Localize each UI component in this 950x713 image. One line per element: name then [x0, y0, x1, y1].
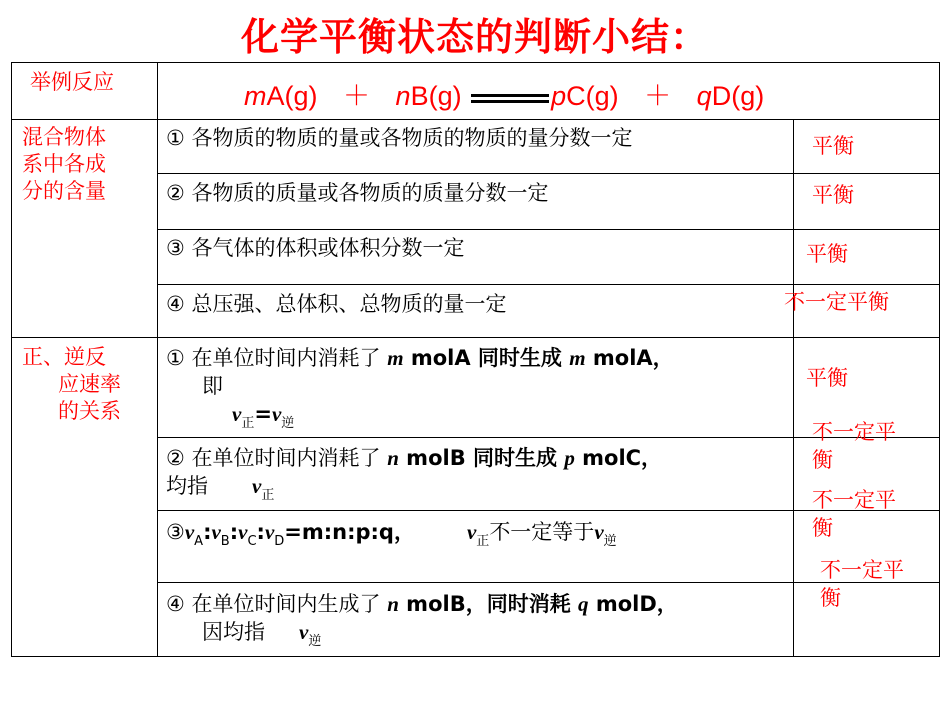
- equilibrium-sign: [471, 88, 549, 108]
- section2-row1-result: 平衡: [806, 366, 848, 390]
- section1-label: 混合物体 系中各成 分的含量: [22, 125, 106, 203]
- reaction-equation: mA(g) ＋ nB(g) pC(g) ＋ qD(g): [244, 81, 765, 111]
- page-title: 化学平衡状态的判断小结：: [240, 15, 709, 59]
- section2-row2-result: 不一定平 衡: [812, 420, 896, 472]
- section2-row4-text: ④ 在单位时间内生成了 n molB，同时消耗 q molD， 因均指 $v_逆$: [166, 592, 678, 649]
- section1-row1-text: ① 各物质的物质的量或各物质的物质的量分数一定: [166, 126, 633, 150]
- section1-row3-text: ③ 各气体的体积或体积分数一定: [166, 236, 465, 260]
- section2-row2-text: ② 在单位时间内消耗了 n molB 同时生成 p molC， 均指 $v_正$: [166, 446, 663, 503]
- section2-row1-text: ① 在单位时间内消耗了 m molA 同时生成 m molA， 即 $v_正=v_逆$: [166, 346, 674, 431]
- section2-label: 正、逆反 应速率 的关系: [22, 345, 121, 423]
- section2-row3-text: $③v_A:v_B:v_C:v_D=m:n:p:q$， $v_正$不一定等于$v_逆$: [166, 520, 617, 549]
- section1-row2-text: ② 各物质的质量或各物质的质量分数一定: [166, 181, 549, 205]
- section2-row4-result: 不一定平 衡: [820, 558, 904, 610]
- section2-row3-result: 不一定平 衡: [812, 488, 896, 540]
- section1-row1-result: 平衡: [812, 134, 854, 158]
- header-label: 举例反应: [30, 70, 114, 94]
- section1-row2-result: 平衡: [812, 183, 854, 207]
- section1-row4-result: 不一定平衡: [784, 290, 889, 314]
- section1-row3-result: 平衡: [806, 242, 848, 266]
- section1-row4-text: ④ 总压强、总体积、总物质的量一定: [166, 292, 507, 316]
